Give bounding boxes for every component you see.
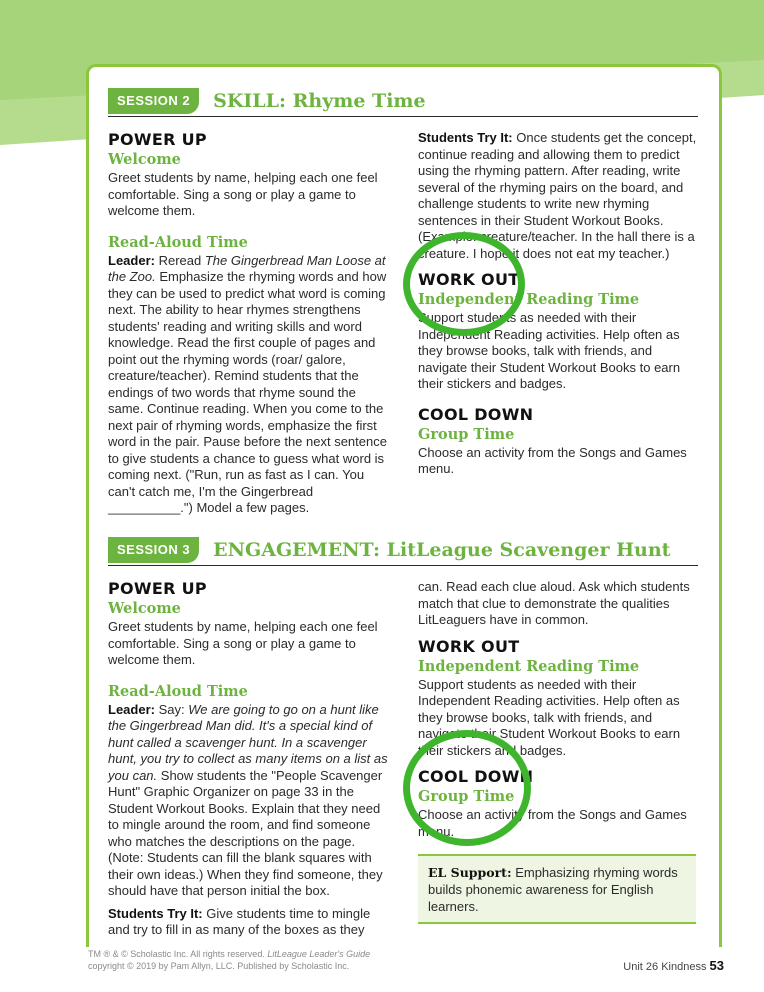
session-3-rule bbox=[108, 565, 698, 566]
welcome-heading: Welcome bbox=[108, 600, 181, 617]
cool-down-heading: COOL DOWN bbox=[418, 404, 534, 424]
independent-reading-heading: Independent Reading Time bbox=[418, 291, 640, 308]
group-time-text: Choose an activity from the Songs and Games menu. bbox=[418, 444, 687, 476]
session-3-left-column bbox=[108, 579, 393, 945]
session-3-header bbox=[108, 535, 670, 565]
session-3-badge: SESSION 3 bbox=[108, 537, 199, 563]
students-try-it-text: Students Try It: Give students time to mingle and try to fill in as many of the boxes as they bbox=[108, 905, 371, 937]
session-2-title: SKILL: Rhyme Time bbox=[213, 90, 426, 112]
page-number bbox=[623, 958, 724, 973]
el-support-text: Emphasizing rhyming words builds phonemic awareness for English learners. bbox=[428, 865, 678, 914]
annotation-circle bbox=[403, 730, 531, 846]
welcome-heading: Welcome bbox=[108, 151, 181, 168]
unit-label: Unit 26 Kindness bbox=[623, 961, 707, 973]
session-2-rule bbox=[108, 116, 698, 117]
annotation-circle bbox=[403, 232, 525, 336]
copyright-footer: TM ® & © Scholastic Inc. All rights reserved. LitLeague Leader's Guide copyright © 2019 by Pam Allyn, LLC. Published by Scholastic Inc. bbox=[88, 949, 371, 971]
group-time-heading: Group Time bbox=[418, 788, 515, 805]
session-2-header bbox=[108, 86, 426, 116]
read-aloud-heading: Read-Aloud Time bbox=[108, 233, 248, 251]
page-number-value: 53 bbox=[709, 958, 724, 973]
read-aloud-text: Leader: Reread The Gingerbread Man Loose at the Zoo. Emphasize the rhyming words and how they can be used to predict what word is coming next. The ability to hear rhymes strengthens students' reading and writing skills and word knowledge. Read the first couple of pages and point out the rhyming words (roar/ galore, creature/teacher). Remind students that the endings of two words that rhyme sound the same. Continue reading. When you come to the next pair of rhyming words, emphasize the first word in the pair. Pause before the next sentence to give students a chance to guess what word is coming next. ("Run, run as fast as I can. You can't catch me, I'm the Gingerbread __________.") Model a few pages. bbox=[108, 252, 387, 515]
cool-down-heading: COOL DOWN bbox=[418, 767, 534, 786]
welcome-text: Greet students by name, helping each one feel comfortable. Sing a song or play a game to welcome them. bbox=[108, 619, 378, 667]
power-up-heading: POWER UP bbox=[108, 130, 207, 149]
el-support-box bbox=[418, 854, 696, 924]
work-out-heading: WORK OUT bbox=[418, 636, 520, 656]
read-aloud-heading: Read-Aloud Time bbox=[108, 682, 248, 700]
session-3-title: ENGAGEMENT: LitLeague Scavenger Hunt bbox=[213, 539, 671, 561]
read-aloud-text: Leader: Say: We are going to go on a hunt like the Gingerbread Man did. It's a special kind of hunt called a scavenger hunt. In a scavenger hunt, you try to collect as many items on a list as you can. Show students the "People Scavenger Hunt" Graphic Organizer on page 33 in the Student Workout Books. Explain that they need to mingle around the room, and find someone who matches the descriptions on the page. (Note: Students can fill the blank squares with their own ideas.) When they find someone, they should have that person initial the box. bbox=[108, 701, 388, 898]
session-2-badge: SESSION 2 bbox=[108, 88, 199, 114]
welcome-text: Greet students by name, helping each one feel comfortable. Sing a song or play a game to welcome them. bbox=[108, 170, 378, 218]
el-support-label: EL Support: bbox=[428, 865, 512, 880]
students-try-it-continued: can. Read each clue aloud. Ask which students match that clue to demonstrate the qualities LitLeaguers have in common. bbox=[418, 579, 690, 627]
independent-reading-text: Support students as needed with their Independent Reading activities. Help often as they browse books, talk with friends, and navigate their Student Workout Books to earn their stickers and badges. bbox=[418, 310, 681, 391]
group-time-text: Choose an activity from the Songs and Games menu. bbox=[418, 807, 687, 839]
power-up-heading: POWER UP bbox=[108, 579, 207, 598]
independent-reading-text: Support students as needed with their Independent Reading activities. Help often as they browse books, talk with friends, and navigate their Student Workout Books to earn their stickers and badges. bbox=[418, 676, 681, 758]
independent-reading-heading: Independent Reading Time bbox=[418, 657, 640, 675]
work-out-heading: WORK OUT bbox=[418, 270, 520, 289]
session-2-left-column bbox=[108, 130, 393, 523]
students-try-it-text: Students Try It: Once students get the concept, continue reading and allowing them to predict using the rhyming pattern. After reading, write several of the rhyming pairs on the board, and challenge students to write new rhyming sentences in their Student Workout Books. (Example: creature/teacher. In the hall there is a creature. I hope it does not eat my teacher.) bbox=[418, 130, 697, 261]
group-time-heading: Group Time bbox=[418, 425, 515, 443]
